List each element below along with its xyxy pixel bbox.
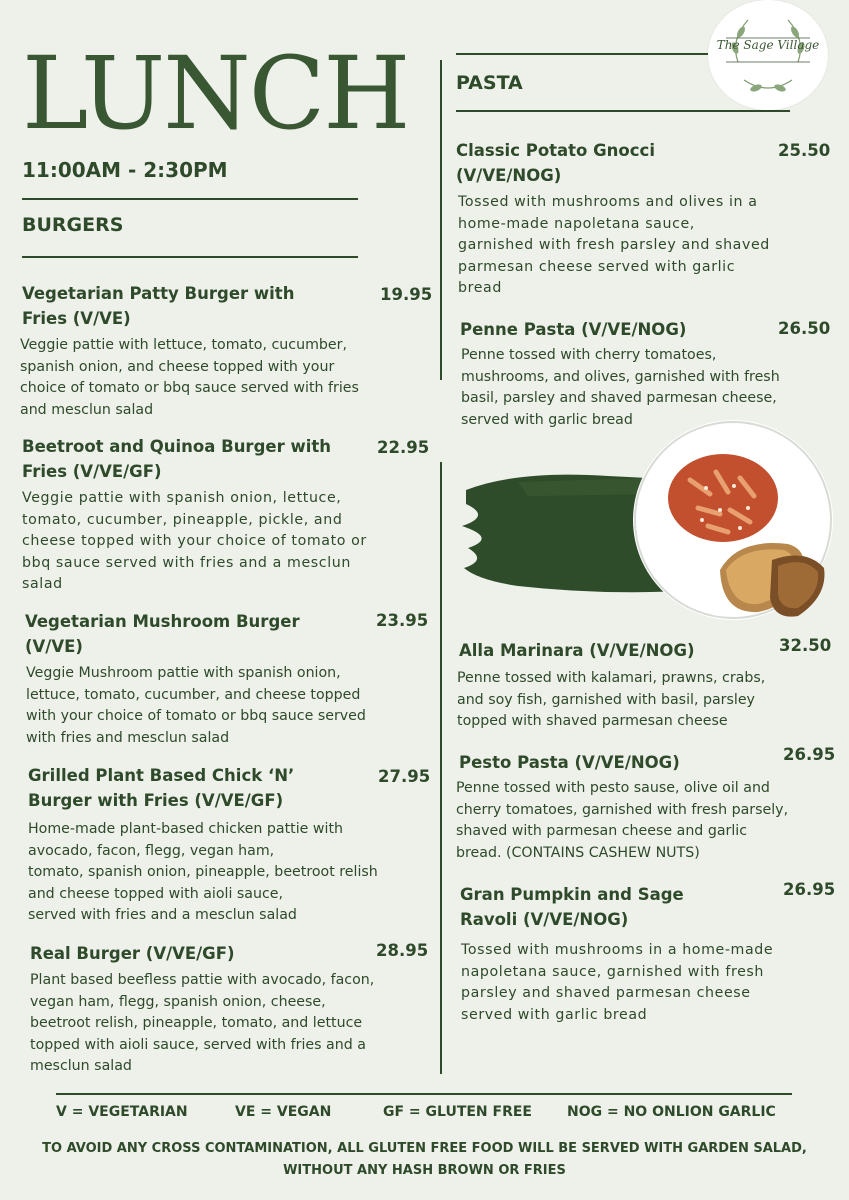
section-heading-burgers: BURGERS xyxy=(22,214,124,236)
menu-item-description: Tossed with mushrooms in a home-made napoletana sauce, garnished with fresh parsley and shaved parmesan cheese served with garlic bread xyxy=(461,942,774,1023)
menu-item-description: Tossed with mushrooms and olives in a home-made napoletana sauce, garnished with fresh parsley and shaved parmesan cheese served with garlic bread xyxy=(458,194,770,296)
menu-item-description: Veggie pattie with lettuce, tomato, cucumber, spanish onion, and cheese topped with your choice of tomato or bbq sauce served with fries and mesclun salad xyxy=(20,337,359,418)
divider xyxy=(456,53,708,55)
divider xyxy=(22,198,358,200)
menu-item-name: Alla Marinara (V/VE/NOG) xyxy=(459,641,695,660)
section-heading-pasta: PASTA xyxy=(456,72,523,94)
menu-title: LUNCH xyxy=(22,35,409,152)
menu-item-description: Penne tossed with pesto sause, olive oil and cherry tomatoes, garnished with fresh parsely, shaved with parmesan cheese and garlic bread. (CONTAINS CASHEW NUTS) xyxy=(456,780,789,861)
divider xyxy=(56,1093,792,1095)
menu-item-price: 19.95 xyxy=(380,285,433,304)
menu-item-name: Classic Potato Gnocci (V/VE/NOG) xyxy=(456,141,655,185)
menu-item-name: Vegetarian Mushroom Burger (V/VE) xyxy=(25,612,300,656)
menu-item-price: 26.50 xyxy=(778,319,831,338)
column-divider xyxy=(440,60,442,380)
column-divider xyxy=(440,462,442,1074)
divider xyxy=(456,110,790,112)
logo-text: The Sage Village xyxy=(716,38,820,52)
menu-item-name: Gran Pumpkin and Sage Ravoli (V/VE/NOG) xyxy=(460,885,684,929)
menu-item-price: 26.95 xyxy=(783,880,836,899)
legend-gluten-free: GF = GLUTEN FREE xyxy=(383,1104,532,1120)
menu-item-price: 32.50 xyxy=(779,636,832,655)
menu-item-price: 23.95 xyxy=(376,611,429,630)
menu-item-description: Home-made plant-based chicken pattie with avocado, facon, flegg, vegan ham, tomato, spanish onion, pineapple, beetroot relish and cheese topped with aioli sauce, served with fries and a mesclun salad xyxy=(28,821,378,923)
wreath-icon xyxy=(708,0,828,110)
legend-vegan: VE = VEGAN xyxy=(235,1104,332,1120)
pasta-dish-photo xyxy=(458,420,849,630)
menu-item-name: Vegetarian Patty Burger with Fries (V/VE) xyxy=(22,284,295,328)
menu-item-price: 25.50 xyxy=(778,141,831,160)
legend-vegetarian: V = VEGETARIAN xyxy=(56,1104,188,1120)
allergen-note: TO AVOID ANY CROSS CONTAMINATION, ALL GLUTEN FREE FOOD WILL BE SERVED WITH GARDEN SALAD, WITHOUT ANY HASH BROWN OR FRIES xyxy=(42,1141,807,1178)
menu-item-name: Real Burger (V/VE/GF) xyxy=(30,944,235,963)
menu-item-price: 26.95 xyxy=(783,745,836,764)
menu-item-price: 22.95 xyxy=(377,438,430,457)
restaurant-logo xyxy=(708,0,828,110)
menu-item-description: Veggie Mushroom pattie with spanish onion, lettuce, tomato, cucumber, and cheese topped with your choice of tomato or bbq sauce served with fries and mesclun salad xyxy=(26,665,366,746)
menu-item-name: Grilled Plant Based Chick ‘N’ Burger with Fries (V/VE/GF) xyxy=(28,766,295,810)
menu-item-description: Penne tossed with kalamari, prawns, crabs, and soy fish, garnished with basil, parsley topped with shaved parmesan cheese xyxy=(457,670,766,729)
menu-item-price: 28.95 xyxy=(376,941,429,960)
opening-hours: 11:00AM - 2:30PM xyxy=(22,158,228,182)
menu-item-description: Plant based beefless pattie with avocado, facon, vegan ham, flegg, spanish onion, cheese, beetroot relish, pineapple, tomato, and lettuce topped with aioli sauce, served with fries and a mesclun salad xyxy=(30,972,375,1074)
menu-item-description: Veggie pattie with spanish onion, lettuce, tomato, cucumber, pineapple, pickle, and cheese topped with your choice of tomato or bbq sauce served with fries and a mesclun salad xyxy=(22,490,367,592)
menu-item-description: Penne tossed with cherry tomatoes, mushrooms, and olives, garnished with fresh basil, parsley and shaved parmesan cheese, served with garlic bread xyxy=(461,347,780,428)
menu-item-name: Beetroot and Quinoa Burger with Fries (V/VE/GF) xyxy=(22,437,331,481)
menu-item-name: Penne Pasta (V/VE/NOG) xyxy=(460,320,687,339)
legend-no-onion-garlic: NOG = NO ONLION GARLIC xyxy=(567,1104,776,1120)
menu-item-name: Pesto Pasta (V/VE/NOG) xyxy=(459,753,680,772)
divider xyxy=(22,256,358,258)
menu-item-price: 27.95 xyxy=(378,767,431,786)
